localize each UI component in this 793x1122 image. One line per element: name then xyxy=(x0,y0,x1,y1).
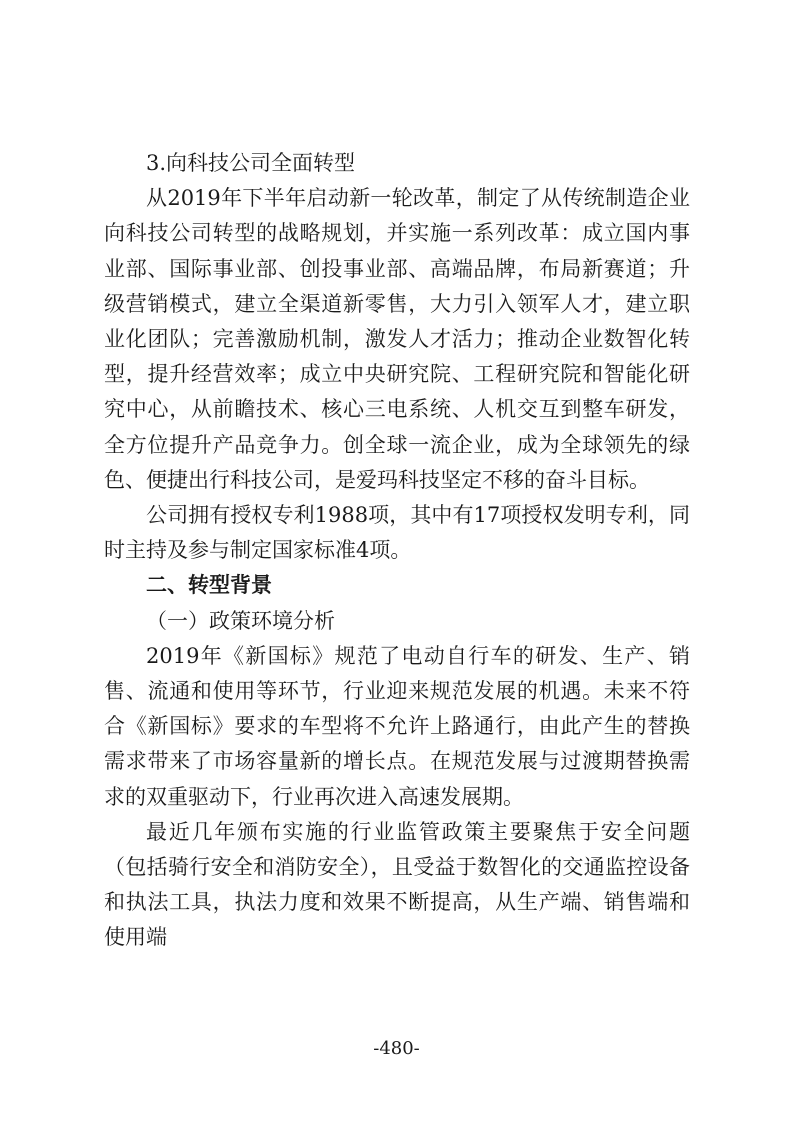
paragraph-regulation: 最近几年颁布实施的行业监管政策主要聚焦于安全问题（包括骑行安全和消防安全），且受益于数智化的交通监控设备和执法工具，执法力度和效果不断提高，从生产端、销售端和使用端 xyxy=(104,819,690,950)
heading-transformation-background: 二、转型背景 xyxy=(146,573,272,598)
section-title: 3.向科技公司全面转型 xyxy=(146,151,356,175)
page-number: -480- xyxy=(373,1038,420,1059)
paragraph-patents: 公司拥有授权专利1988项，其中有17项授权发明专利，同时主持及参与制定国家标准4项。 xyxy=(104,503,690,563)
document-body xyxy=(104,146,690,956)
subheading-policy-environment: （一）政策环境分析 xyxy=(146,608,335,633)
paragraph-new-national-standard: 2019年《新国标》规范了电动自行车的研发、生产、销售、流通和使用等环节，行业迎来规范发展的机遇。未来不符合《新国标》要求的车型将不允许上路通行，由此产生的替换需求带来了市场容量新的增长点。在规范发展与过渡期替换需求的双重驱动下，行业再次进入高速发展期。 xyxy=(104,643,690,809)
paragraph-transformation: 从2019年下半年启动新一轮改革，制定了从传统制造企业向科技公司转型的战略规划，并实施一系列改革：成立国内事业部、国际事业部、创投事业部、高端品牌，布局新赛道；升级营销模式，建立全渠道新零售，大力引入领军人才，建立职业化团队；完善激励机制，激发人才活力；推动企业数智化转型，提升经营效率；成立中央研究院、工程研究院和智能化研究中心，从前瞻技术、核心三电系统、人机交互到整车研发，全方位提升产品竞争力。创全球一流企业，成为全球领先的绿色、便捷出行科技公司，是爱玛科技坚定不移的奋斗目标。 xyxy=(104,186,690,492)
